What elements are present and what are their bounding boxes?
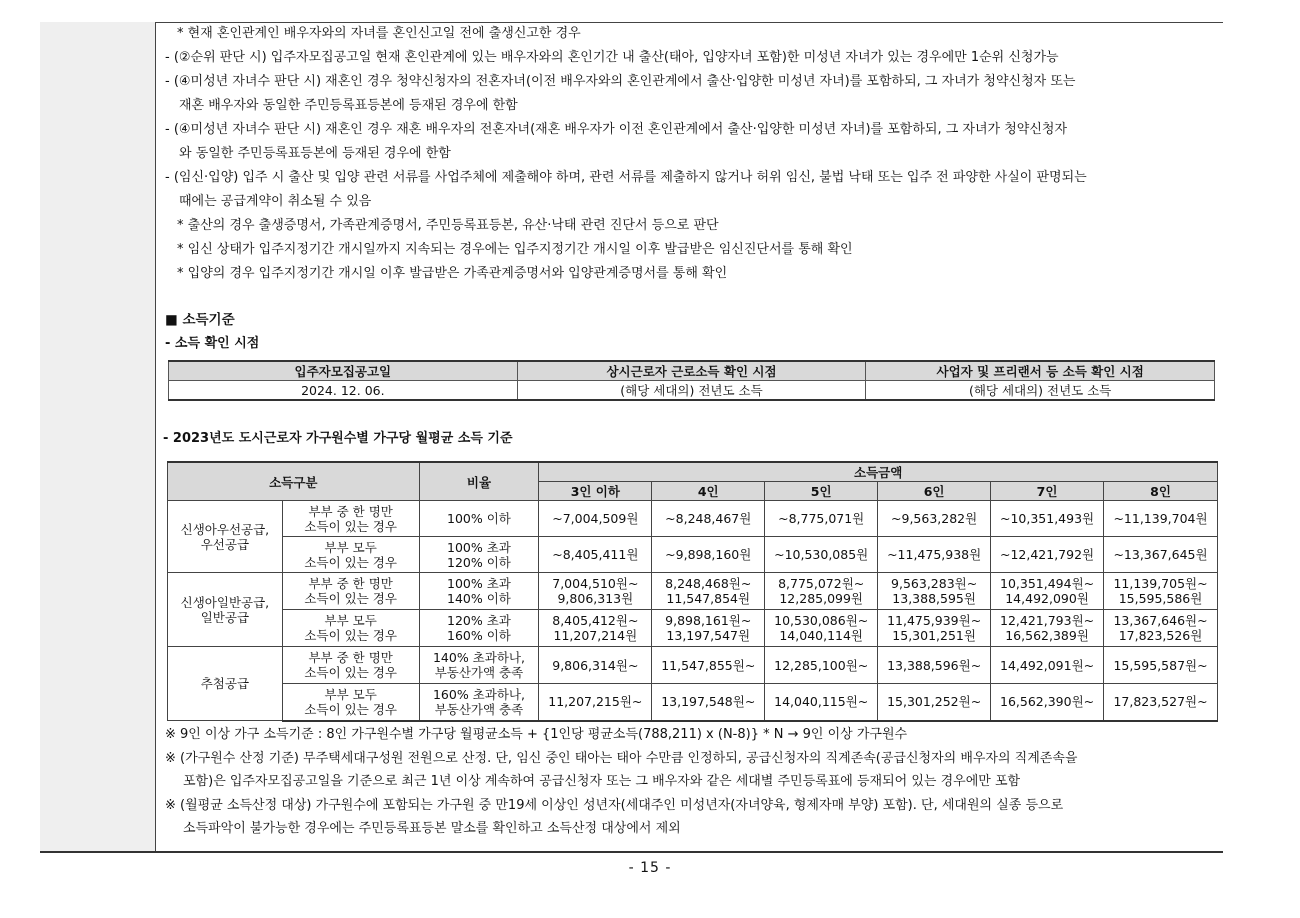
income-amount-cell-line: 16,562,390원~ <box>1000 694 1095 710</box>
intro-line: 와 동일한 주민등록표등본에 등재된 경우에 한함 <box>179 146 451 161</box>
income-amount-cell <box>1104 573 1218 610</box>
header-household-size: 8인 <box>1104 482 1218 501</box>
income-amount-cell-line: 17,823,526원 <box>1118 628 1203 643</box>
header-household-size: 3인 이하 <box>539 482 652 501</box>
income-amount-cell <box>991 573 1104 610</box>
earner-type-cell-line: 소득이 있는 경우 <box>304 591 397 606</box>
section-title: ■ 소득기준 <box>165 312 235 328</box>
supply-type-cell <box>168 573 283 647</box>
income-amount-cell-line: 13,388,596원~ <box>887 657 982 673</box>
income-amount-cell <box>765 573 878 610</box>
intro-line: - (④미성년 자녀수 판단 시) 재혼인 경우 재혼 배우자의 전혼자녀(재혼 배우자가 이전 혼인관계에서 출산·입양한 미성년 자녀)를 포함하되, 그 자녀가 청약신청자 <box>165 122 1068 137</box>
income-amount-cell <box>539 573 652 610</box>
income-amount-cell-line: 10,351,494원~ <box>1000 576 1095 591</box>
income-amount-cell <box>1104 647 1218 684</box>
page-number: - 15 - <box>628 860 672 876</box>
income-amount-cell <box>1104 501 1218 537</box>
income-amount-cell <box>991 501 1104 537</box>
income-amount-cell <box>765 647 878 684</box>
intro-line: - (②순위 판단 시) 입주자모집공고일 현재 혼인관계에 있는 배우자와의 혼인기간 내 출산(태아, 입양자녀 포함)한 미성년 자녀가 있는 경우에만 1순위 신청가능 <box>165 50 1059 65</box>
ratio-cell-line: 부동산가액 충족 <box>434 701 524 717</box>
intro-line: - (임신·입양) 입주 시 출산 및 입양 관련 서류를 사업주체에 제출해야 하며, 관련 서류를 제출하지 않거나 허위 임신, 불법 낙태 또는 입주 전 파양한 사실이 판명되는 <box>165 170 1087 185</box>
income-amount-cell-line: ~7,004,509원 <box>552 511 639 526</box>
intro-line: * 출산의 경우 출생증명서, 가족관계증명서, 주민등록표등본, 유산·낙태 관련 진단서 등으로 판단 <box>177 218 719 233</box>
income-amount-cell-line: 14,492,091원~ <box>1000 657 1095 673</box>
header-cell: 입주자모집공고일 <box>169 361 518 381</box>
income-amount-cell <box>765 610 878 647</box>
income-amount-cell <box>991 684 1104 721</box>
header-cell: 사업자 및 프리랜서 등 소득 확인 시점 <box>866 361 1215 381</box>
table-row <box>168 573 1218 610</box>
income-amount-cell <box>652 610 765 647</box>
earner-type-cell-line: 부부 중 한 명만 <box>308 650 393 665</box>
income-amount-cell-line: 9,806,314원~ <box>552 657 639 673</box>
income-amount-cell-line: 15,595,587원~ <box>1113 657 1208 673</box>
income-amount-cell-line: ~10,530,085원 <box>774 547 869 562</box>
income-amount-cell <box>878 537 991 573</box>
income-amount-cell <box>991 610 1104 647</box>
supply-type-cell <box>168 647 283 721</box>
income-amount-cell-line: ~10,351,493원 <box>1000 511 1095 526</box>
income-amount-cell <box>1104 537 1218 573</box>
intro-section <box>165 22 1220 356</box>
income-amount-cell-line: 11,139,705원~ <box>1113 576 1208 591</box>
income-amount-cell-line: 15,301,251원 <box>892 628 976 643</box>
table-cell: 2024. 12. 06. <box>169 381 518 401</box>
income-amount-cell <box>652 501 765 537</box>
income-amount-cell-line: 14,492,090원 <box>1005 591 1089 606</box>
income-amount-cell-line: 16,562,389원 <box>1005 628 1089 643</box>
income-amount-cell <box>652 684 765 721</box>
header-household-size: 4인 <box>652 482 765 501</box>
income-amount-cell-line: 17,823,527원~ <box>1113 694 1208 710</box>
earner-type-cell <box>282 573 419 610</box>
table-row <box>168 501 1218 537</box>
income-amount-cell-line: 8,405,412원~ <box>552 613 639 628</box>
supply-type-label: 신생아일반공급, <box>180 594 270 610</box>
supply-type-label: 신생아우선공급, <box>180 521 270 537</box>
intro-line: 재혼 배우자와 동일한 주민등록표등본에 등재된 경우에 한함 <box>179 98 518 113</box>
income-amount-cell-line: 12,285,099원 <box>779 591 864 606</box>
income-amount-cell-line: 12,421,793원~ <box>1000 613 1095 628</box>
income-amount-cell-line: 8,775,072원~ <box>778 576 865 591</box>
note-line: ※ 9인 이상 가구 소득기준 : 8인 가구원수별 가구당 월평균소득 + {1인당 평균소득(788,211) x (N-8)} * N → 9인 이상 가구원수 <box>165 727 908 742</box>
table-header-row <box>169 361 1215 381</box>
income-amount-cell-line: ~9,563,282원 <box>891 511 978 526</box>
ratio-cell-line: 120% 이하 <box>447 554 511 570</box>
income-amount-cell <box>1104 684 1218 721</box>
income-amount-cell-line: ~12,421,792원 <box>1000 547 1095 562</box>
notes-section <box>165 723 1220 841</box>
income-amount-cell <box>652 573 765 610</box>
income-amount-cell-line: ~11,475,938원 <box>887 547 982 562</box>
ratio-cell-line: 160% 이하 <box>447 628 511 643</box>
intro-line: 때에는 공급계약이 취소될 수 있음 <box>179 194 372 209</box>
income-amount-cell-line: 15,595,586원 <box>1118 591 1203 606</box>
income-amount-cell <box>878 684 991 721</box>
header-income-amount: 소득금액 <box>539 462 1218 482</box>
income-amount-cell-line: 13,197,547원 <box>666 628 751 643</box>
supply-type-cell <box>168 501 283 573</box>
ratio-cell-line: 140% 이하 <box>447 591 511 606</box>
ratio-cell <box>419 647 539 684</box>
income-amount-cell-line: 9,806,313원 <box>557 591 634 606</box>
income-amount-cell <box>878 647 991 684</box>
intro-line: * 현재 혼인관계인 배우자와의 자녀를 혼인신고일 전에 출생신고한 경우 <box>177 26 581 41</box>
header-household-size: 6인 <box>878 482 991 501</box>
income-amount-cell-line: 8,248,468원~ <box>665 576 752 591</box>
ratio-cell-line: 부동산가액 충족 <box>434 665 524 680</box>
supply-type-label: 일반공급 <box>200 609 250 625</box>
income-amount-cell-line: 10,530,086원~ <box>774 613 869 628</box>
earner-type-cell-line: 부부 모두 <box>324 539 377 555</box>
income-amount-cell-line: 13,197,548원~ <box>661 694 756 710</box>
income-amount-cell-line: 11,207,215원~ <box>548 694 643 710</box>
income-amount-cell-line: ~8,775,071원 <box>778 511 865 526</box>
ratio-cell-line: 100% 초과 <box>447 576 511 591</box>
income-amount-cell <box>539 647 652 684</box>
earner-type-cell-line: 소득이 있는 경우 <box>304 665 397 680</box>
intro-line: - (④미성년 자녀수 판단 시) 재혼인 경우 청약신청자의 전혼자녀(이전 배우자와의 혼인관계에서 출산·입양한 미성년 자녀)를 포함하되, 그 자녀가 청약신청자 또는 <box>165 74 1076 89</box>
income-amount-cell-line: ~8,405,411원 <box>552 547 639 562</box>
earner-type-cell-line: 부부 중 한 명만 <box>308 576 393 591</box>
income-amount-cell-line: 13,388,595원 <box>892 591 976 606</box>
income-amount-cell <box>878 573 991 610</box>
table-cell: (해당 세대의) 전년도 소득 <box>866 381 1215 401</box>
income-amount-cell-line: ~13,367,645원 <box>1113 547 1208 562</box>
earner-type-cell-line: 소득이 있는 경우 <box>304 518 397 534</box>
income-amount-cell-line: 12,285,100원~ <box>774 657 869 673</box>
section-subtitle: - 소득 확인 시점 <box>165 336 260 351</box>
earner-type-cell <box>282 537 419 573</box>
intro-line: * 입양의 경우 입주지정기간 개시일 이후 발급받은 가족관계증명서와 입양관계증명서를 통해 확인 <box>177 266 728 281</box>
header-household-size: 7인 <box>991 482 1104 501</box>
table-cell: (해당 세대의) 전년도 소득 <box>517 381 866 401</box>
ratio-cell-line: 100% 이하 <box>447 511 511 526</box>
income-amount-cell-line: 13,367,646원~ <box>1113 613 1208 628</box>
supply-type-label: 추첨공급 <box>200 676 250 691</box>
ratio-cell <box>419 684 539 721</box>
income-amount-cell <box>878 501 991 537</box>
intro-line: * 임신 상태가 입주지정기간 개시일까지 지속되는 경우에는 입주지정기간 개시일 이후 발급받은 임신진단서를 통해 확인 <box>177 242 853 257</box>
note-line: ※ (가구원수 산정 기준) 무주택세대구성원 전원으로 산정. 단, 임신 중인 태아는 태아 수만큼 인정하되, 공급신청자의 직계존속(공급신청자의 배우자의 직계존속을 <box>165 750 1078 766</box>
ratio-cell <box>419 501 539 537</box>
note-line: ※ (월평균 소득산정 대상) 가구원수에 포함되는 가구원 중 만19세 이상인 성년자(세대주인 미성년자(자녀양육, 형제자매 부양) 포함). 단, 세대원의 실종 등으로 <box>165 797 1064 813</box>
income-amount-cell <box>652 537 765 573</box>
income-amount-cell <box>539 537 652 573</box>
income-amount-cell <box>991 647 1104 684</box>
table-row <box>168 610 1218 647</box>
table-row <box>169 381 1215 401</box>
earner-type-cell-line: 소득이 있는 경우 <box>304 554 397 570</box>
income-amount-cell <box>539 501 652 537</box>
income-amount-cell-line: 11,207,214원 <box>553 628 638 643</box>
table-row <box>168 537 1218 573</box>
ratio-cell-line: 120% 초과 <box>447 613 511 628</box>
income-amount-cell <box>765 501 878 537</box>
income-amount-cell-line: ~9,898,160원 <box>665 547 752 562</box>
ratio-cell <box>419 610 539 647</box>
income-amount-cell-line: 15,301,252원~ <box>887 694 982 710</box>
ratio-cell-line: 160% 초과하나, <box>432 686 525 702</box>
income-amount-cell <box>652 647 765 684</box>
income-amount-cell-line: 7,004,510원~ <box>552 576 639 591</box>
earner-type-cell-line: 부부 중 한 명만 <box>308 503 393 519</box>
income-amount-cell <box>991 537 1104 573</box>
header-cell: 상시근로자 근로소득 확인 시점 <box>517 361 866 381</box>
earner-type-cell <box>282 501 419 537</box>
income-timing-table <box>168 360 1215 401</box>
ratio-cell-line: 100% 초과 <box>447 539 511 555</box>
income-table-heading: - 2023년도 도시근로자 가구원수별 가구당 월평균 소득 기준 <box>163 431 513 446</box>
income-amount-cell-line: 14,040,114원 <box>779 628 864 643</box>
income-amount-cell-line: 11,475,939원~ <box>887 613 982 628</box>
header-ratio: 비율 <box>419 462 539 501</box>
ratio-cell-line: 140% 초과하나, <box>432 650 525 665</box>
earner-type-cell-line: 소득이 있는 경우 <box>304 628 397 643</box>
earner-type-cell-line: 부부 모두 <box>324 686 377 702</box>
income-amount-cell-line: 9,563,283원~ <box>891 576 978 591</box>
income-amount-cell <box>765 537 878 573</box>
note-line: 소득파악이 불가능한 경우에는 주민등록표등본 말소를 확인하고 소득산정 대상에서 제외 <box>183 821 681 836</box>
header-income-category: 소득구분 <box>168 462 420 501</box>
left-margin-column <box>40 22 156 852</box>
income-amount-cell-line: 11,547,854원 <box>666 591 751 606</box>
income-amount-cell-line: 14,040,115원~ <box>774 694 869 710</box>
ratio-cell <box>419 573 539 610</box>
earner-type-cell <box>282 610 419 647</box>
earner-type-cell-line: 부부 모두 <box>324 613 377 628</box>
income-amount-cell-line: 9,898,161원~ <box>665 613 752 628</box>
income-amount-cell <box>1104 610 1218 647</box>
income-amount-cell-line: 11,547,855원~ <box>661 657 756 673</box>
income-amount-cell-line: ~11,139,704원 <box>1113 511 1208 526</box>
table-row <box>168 684 1218 721</box>
bottom-rule <box>40 851 1223 853</box>
income-amount-cell <box>539 684 652 721</box>
earner-type-cell <box>282 684 419 721</box>
income-amount-cell <box>539 610 652 647</box>
table-row <box>168 647 1218 684</box>
income-amount-cell-line: ~8,248,467원 <box>665 511 752 526</box>
earner-type-cell <box>282 647 419 684</box>
ratio-cell <box>419 537 539 573</box>
income-amount-cell <box>765 684 878 721</box>
income-standard-table <box>167 461 1218 722</box>
earner-type-cell-line: 소득이 있는 경우 <box>304 701 397 717</box>
header-household-size: 5인 <box>765 482 878 501</box>
note-line: 포함)은 입주자모집공고일을 기준으로 최근 1년 이상 계속하여 공급신청자 또는 그 배우자와 같은 세대별 주민등록표에 등재되어 있는 경우에만 포함 <box>183 774 1021 789</box>
supply-type-label: 우선공급 <box>200 536 250 552</box>
table-header-row <box>168 462 1218 482</box>
income-amount-cell <box>878 610 991 647</box>
